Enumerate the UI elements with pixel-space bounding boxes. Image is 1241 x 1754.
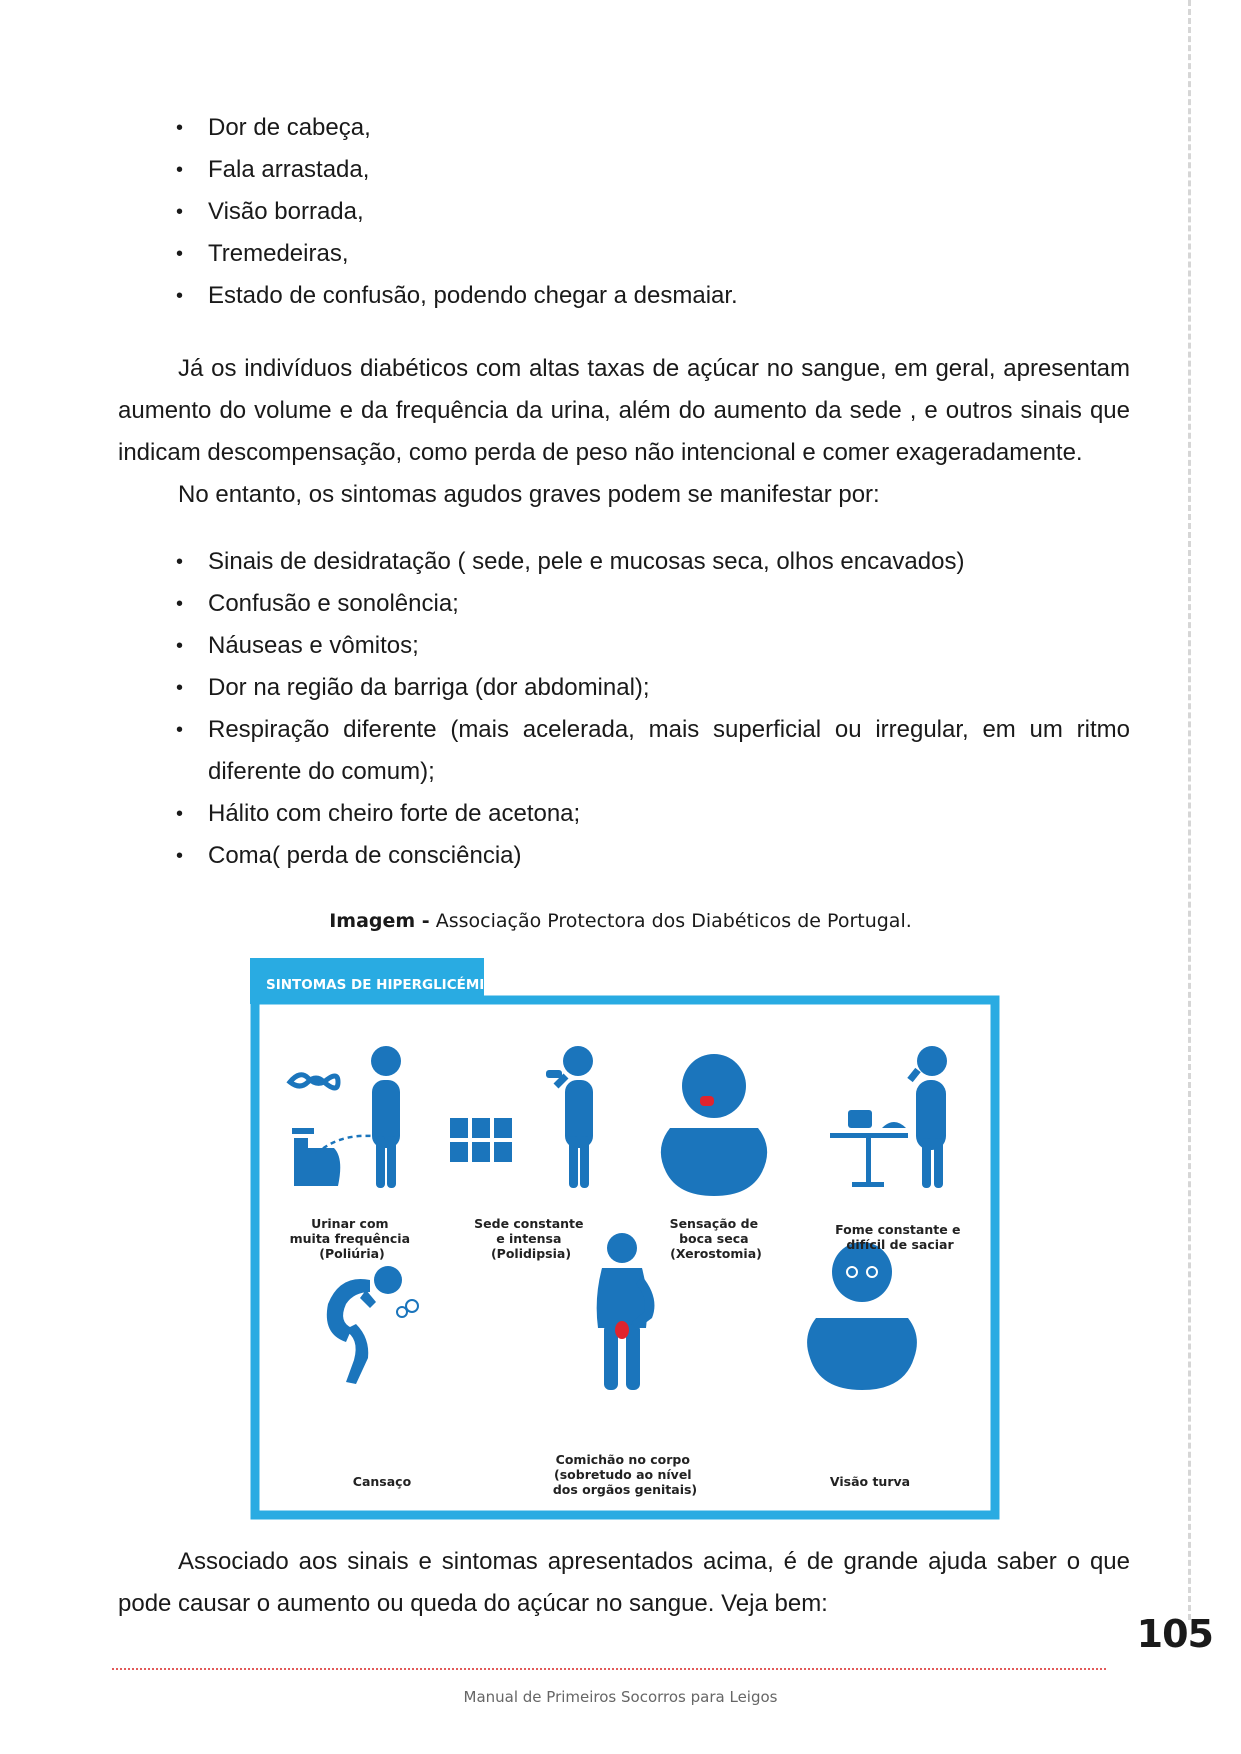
list-item: • Dor na região da barriga (dor abdominal);	[118, 667, 1130, 709]
paragraph-hyperglycemia: Já os indivíduos diabéticos com altas taxas de açúcar no sangue, em geral, apresentam aumento do volume e da frequência da urina, além do aumento da sede , e outros sinais que indicam descompensação, como perda de peso não intencional e comer exageradamente.	[118, 355, 1130, 466]
label-itching: Comichão no corpo (sobretudo ao nível dos orgãos genitais)	[552, 1452, 698, 1497]
page-number: 105	[1136, 1612, 1213, 1656]
urination-icon	[290, 1046, 401, 1188]
label-polyuria: Urinar com muita frequência (Poliúria)	[289, 1216, 411, 1261]
itching-icon	[597, 1233, 655, 1390]
footer-divider	[112, 1668, 1106, 1670]
thirst-icon	[450, 1046, 593, 1188]
list-item: • Estado de confusão, podendo chegar a desmaiar.	[118, 275, 1130, 317]
list-item: • Tremedeiras,	[118, 233, 1130, 275]
label-fatigue: Cansaço	[352, 1474, 412, 1489]
paragraph-block	[118, 348, 1130, 516]
label-xerostomia: Sensação de boca seca (Xerostomia)	[669, 1216, 762, 1261]
paragraph-causes: Associado aos sinais e sintomas apresentados acima, é de grande ajuda saber o que pode causar o aumento ou queda do açúcar no sangue. Veja bem:	[118, 1548, 1130, 1617]
list-item: • Fala arrastada,	[118, 149, 1130, 191]
caption-text: Associação Protectora dos Diabéticos de Portugal.	[429, 910, 912, 932]
infographic-title: SINTOMAS DE HIPERGLICÉMIA	[266, 977, 495, 993]
hunger-icon	[830, 1046, 947, 1188]
blurred-vision-icon	[807, 1242, 917, 1390]
list-item: • Visão borrada,	[118, 191, 1130, 233]
label-polydipsia: Sede constante e intensa (Polidipsia)	[474, 1216, 584, 1261]
list-item: • Confusão e sonolência;	[118, 583, 1130, 625]
list-item: • Náuseas e vômitos;	[118, 625, 1130, 667]
figure-caption	[0, 908, 1241, 934]
label-blurred-vision: Visão turva	[829, 1474, 911, 1489]
hyperglycemia-infographic	[250, 958, 1000, 1520]
fatigue-icon	[327, 1266, 418, 1384]
footer-book-title: Manual de Primeiros Socorros para Leigos	[463, 1688, 778, 1706]
label-hunger: Fome constante e difícil de saciar	[835, 1222, 961, 1252]
list-item: • Respiração diferente (mais acelerada, mais superficial ou irregular, em um ritmo diferente do comum);	[118, 709, 1130, 793]
dry-mouth-icon	[661, 1054, 767, 1196]
list-item: • Dor de cabeça,	[118, 107, 1130, 149]
symptom-list-hypoglycemia	[118, 107, 1130, 317]
caption-label: Imagem -	[329, 910, 430, 932]
symptom-list-acute	[118, 541, 1130, 877]
list-item: • Hálito com cheiro forte de acetona;	[118, 793, 1130, 835]
paragraph-acute-symptoms: No entanto, os sintomas agudos graves podem se manifestar por:	[178, 481, 880, 508]
list-item: • Sinais de desidratação ( sede, pele e mucosas seca, olhos encavados)	[118, 541, 1130, 583]
list-item: • Coma( perda de consciência)	[118, 835, 1130, 877]
closing-paragraph-block	[118, 1541, 1130, 1625]
margin-rule	[1188, 0, 1191, 1620]
